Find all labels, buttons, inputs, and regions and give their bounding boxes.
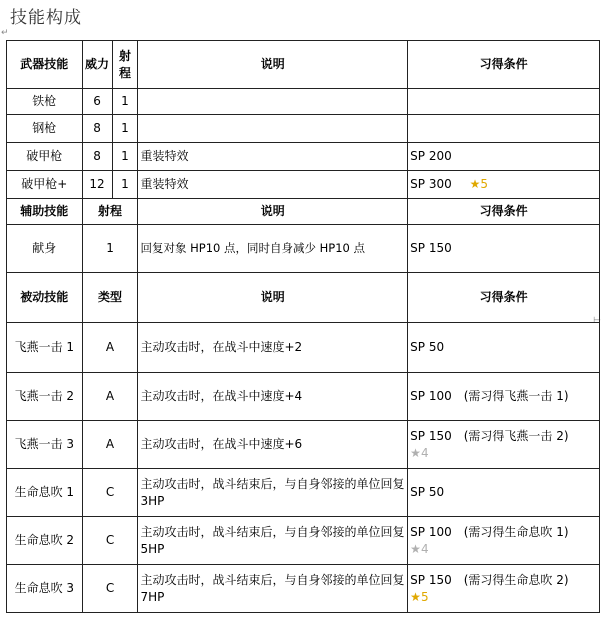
star-number: 4 [420,445,429,460]
skill-range: 1 [112,143,138,171]
skill-cond: SP 100 [410,524,452,539]
skill-prereq: (需习得生命息吹 2) [463,572,569,587]
layout-marker-icon: ↵ [1,28,9,38]
skill-name: 献身 [7,225,83,273]
table-row [7,517,600,565]
skill-desc: 回复对象 HP10 点，同时自身减少 HP10 点 [138,225,408,273]
table-row [7,171,600,199]
star-number: 5 [480,177,488,191]
skill-type: A [82,373,138,421]
star-rating [456,177,488,191]
weapon-header-row [7,41,600,89]
support-header-row [7,199,600,225]
skill-power: 6 [82,89,112,115]
skill-range: 1 [112,89,138,115]
header-type: 类型 [82,273,138,323]
header-desc: 说明 [138,273,408,323]
skill-prereq: (需习得飞燕一击 2) [463,428,569,443]
skill-range: 1 [82,225,138,273]
layout-marker-icon: ⊢ [593,316,601,326]
skill-cond: SP 150 [408,225,600,273]
skill-type: A [82,421,138,469]
star-rating [410,590,428,604]
header-desc: 说明 [138,199,408,225]
skill-name: 破甲枪 [7,143,83,171]
skill-cond: SP 150 [410,572,452,587]
skill-desc: 重装特效 [138,171,408,199]
header-range-text: 射程 [118,48,131,80]
skill-desc [138,89,408,115]
skill-cond-cell [408,373,600,421]
skill-type: C [82,565,138,613]
skill-name: 铁枪 [7,89,83,115]
table-row [7,115,600,143]
star-icon: ★ [410,589,421,604]
star-rating [410,446,428,460]
star-icon: ★ [469,177,481,191]
skill-cond-cell [408,565,600,613]
skill-cond: SP 300 [410,177,452,191]
skill-type: C [82,469,138,517]
skill-name: 飞燕一击 1 [7,323,83,373]
skill-cond: SP 50 [410,340,445,354]
header-range: 射程 [82,199,138,225]
table-row [7,373,600,421]
header-power-text: 威力 [85,57,110,71]
skill-prereq: (需习得飞燕一击 1) [463,389,569,403]
skill-power: 12 [82,171,112,199]
skill-desc: 主动攻击时，战斗结束后，与自身邻接的单位回复 7HP [138,565,408,613]
skill-cond: SP 100 [410,389,452,403]
skill-cond-cell [408,171,600,199]
header-support-skill: 辅助技能 [7,199,83,225]
skill-desc: 重装特效 [138,143,408,171]
skill-name: 飞燕一击 3 [7,421,83,469]
skill-range: 1 [112,115,138,143]
skill-range: 1 [112,171,138,199]
header-range [112,41,138,89]
star-number: 5 [420,589,429,604]
skill-type: C [82,517,138,565]
skill-desc: 主动攻击时，战斗结束后，与自身邻接的单位回复 5HP [138,517,408,565]
skill-desc: 主动攻击时，战斗结束后，与自身邻接的单位回复 3HP [138,469,408,517]
skill-name: 生命息吹 3 [7,565,83,613]
skill-cond-cell [408,421,600,469]
star-icon: ★ [410,541,421,556]
skill-cond-cell [408,323,600,373]
passive-header-row [7,273,600,323]
skill-cond [408,89,600,115]
skill-desc: 主动攻击时，在战斗中速度+2 [138,323,408,373]
skill-type: A [82,323,138,373]
skill-name: 飞燕一击 2 [7,373,83,421]
skill-cond: SP 150 [410,428,452,443]
table-row [7,323,600,373]
table-row [7,143,600,171]
skill-power: 8 [82,115,112,143]
skill-cond [408,115,600,143]
skill-cond-cell [408,517,600,565]
skill-cond: SP 50 [410,485,445,499]
star-rating [410,542,428,556]
table-row [7,89,600,115]
skill-name: 生命息吹 1 [7,469,83,517]
table-row [7,225,600,273]
header-cond: 习得条件 [408,273,600,323]
header-cond: 习得条件 [408,199,600,225]
skill-desc: 主动攻击时，在战斗中速度+4 [138,373,408,421]
header-passive-skill: 被动技能 [7,273,83,323]
skill-desc: 主动攻击时，在战斗中速度+6 [138,421,408,469]
skill-prereq: (需习得生命息吹 1) [463,524,569,539]
header-weapon-skill: 武器技能 [7,41,83,89]
star-icon: ★ [410,445,421,460]
table-row [7,565,600,613]
skill-table [6,40,600,613]
header-power [82,41,112,89]
skill-name: 钢枪 [7,115,83,143]
skill-cond-cell [408,469,600,517]
star-number: 4 [420,541,429,556]
skill-name: 生命息吹 2 [7,517,83,565]
header-cond: 习得条件 [408,41,600,89]
skill-cond: SP 200 [408,143,600,171]
table-row [7,421,600,469]
table-row [7,469,600,517]
skill-desc [138,115,408,143]
skill-power: 8 [82,143,112,171]
header-desc: 说明 [138,41,408,89]
skill-name: 破甲枪+ [7,171,83,199]
page-title: 技能构成 [10,8,82,28]
